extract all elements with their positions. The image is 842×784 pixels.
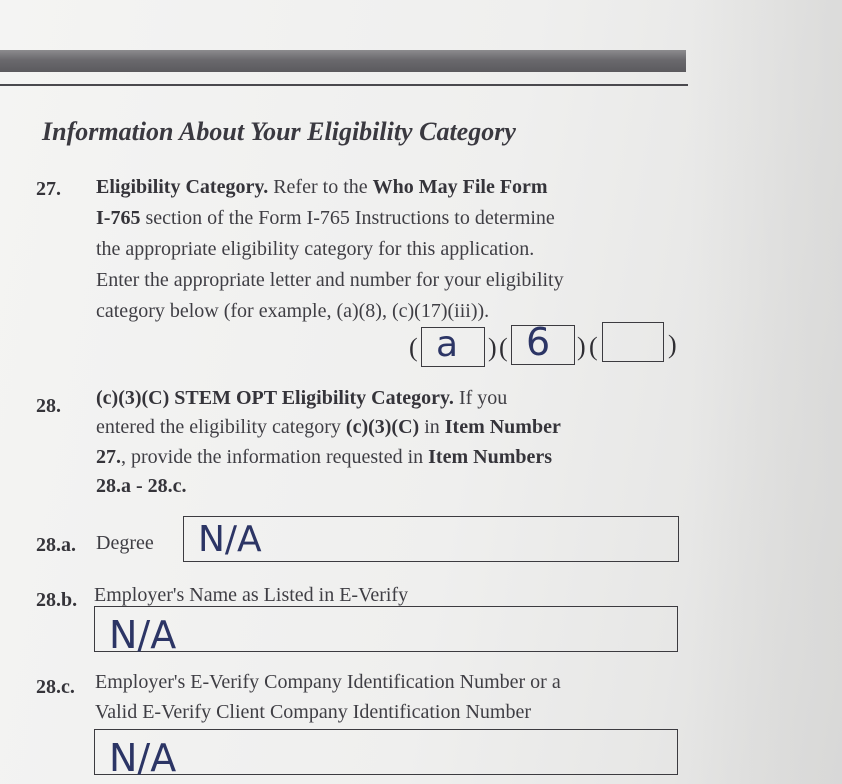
item-27-line-4: Enter the appropriate letter and number for your eligibility: [96, 269, 564, 291]
item-28-line-2: [96, 412, 561, 443]
item-28-line-1: [96, 383, 507, 414]
item-27-line-5: category below (for example, (a)(8), (c)(17)(iii)).: [96, 300, 490, 322]
item-28-text-1: If you: [453, 387, 508, 409]
degree-value: N/A: [198, 519, 262, 560]
item-28-line-2a: entered the eligibility category: [96, 416, 346, 438]
item-28-line-2d: Item Number: [444, 416, 561, 438]
degree-label: Degree: [96, 532, 154, 554]
item-28-line-2c: in: [419, 416, 445, 438]
item-27-line-2: [96, 203, 555, 234]
header-rule: [0, 84, 688, 86]
item-27-bold-1: Who May File Form: [372, 176, 548, 198]
paren-close-3: ): [668, 330, 677, 359]
company-id-label-line-2: Valid E-Verify Client Company Identification Number: [95, 701, 532, 723]
employer-name-label: Employer's Name as Listed in E-Verify: [94, 584, 409, 606]
paren-close-1: ): [488, 333, 497, 362]
item-28a-number: 28.a.: [36, 534, 76, 556]
header-band: [0, 50, 686, 72]
item-27-line-1: [96, 172, 548, 203]
eligibility-number-value: 6: [526, 320, 551, 364]
item-28-line-3c: Item Numbers: [428, 446, 553, 468]
item-27-number: 27.: [36, 178, 61, 200]
item-27-text-1: Refer to the: [268, 176, 373, 198]
item-28b-number: 28.b.: [36, 589, 78, 611]
paren-open-1: (: [409, 333, 418, 362]
company-id-value: N/A: [109, 736, 177, 780]
section-title: Information About Your Eligibility Category: [42, 117, 516, 146]
item-27-text-2: section of the Form I-765 Instructions to determine: [140, 207, 555, 229]
paren-close-2: ): [577, 332, 586, 361]
eligibility-letter-field[interactable]: [421, 324, 485, 367]
item-28-heading: (c)(3)(C) STEM OPT Eligibility Category.: [96, 387, 454, 409]
paren-open-3: (: [589, 332, 598, 361]
item-28-number: 28.: [36, 395, 61, 417]
item-28-line-4-text: 28.a - 28.c.: [96, 475, 187, 497]
eligibility-subcategory-field[interactable]: [602, 322, 664, 362]
company-id-field[interactable]: [94, 729, 678, 780]
item-28-line-2b: (c)(3)(C): [345, 416, 420, 438]
item-27-line-3: the appropriate eligibility category for this application.: [96, 238, 535, 260]
company-id-label-line-1: Employer's E-Verify Company Identification Number or a: [95, 671, 561, 693]
item-28-line-3a: 27.: [96, 446, 121, 468]
item-28c-number: 28.c.: [36, 676, 75, 698]
item-27-heading: Eligibility Category.: [96, 176, 269, 198]
eligibility-number-field[interactable]: [511, 320, 575, 365]
employer-name-field[interactable]: [94, 606, 678, 657]
item-28-line-3: [96, 442, 552, 473]
paper-shadow: [690, 0, 842, 784]
eligibility-letter-value: a: [436, 324, 459, 365]
paren-open-2: (: [499, 333, 508, 362]
employer-name-value: N/A: [109, 613, 177, 657]
item-28-line-4: [96, 471, 187, 502]
item-28-line-3b: , provide the information requested in: [121, 446, 429, 468]
item-27-bold-2: I-765: [96, 207, 141, 229]
degree-field[interactable]: [183, 516, 679, 562]
